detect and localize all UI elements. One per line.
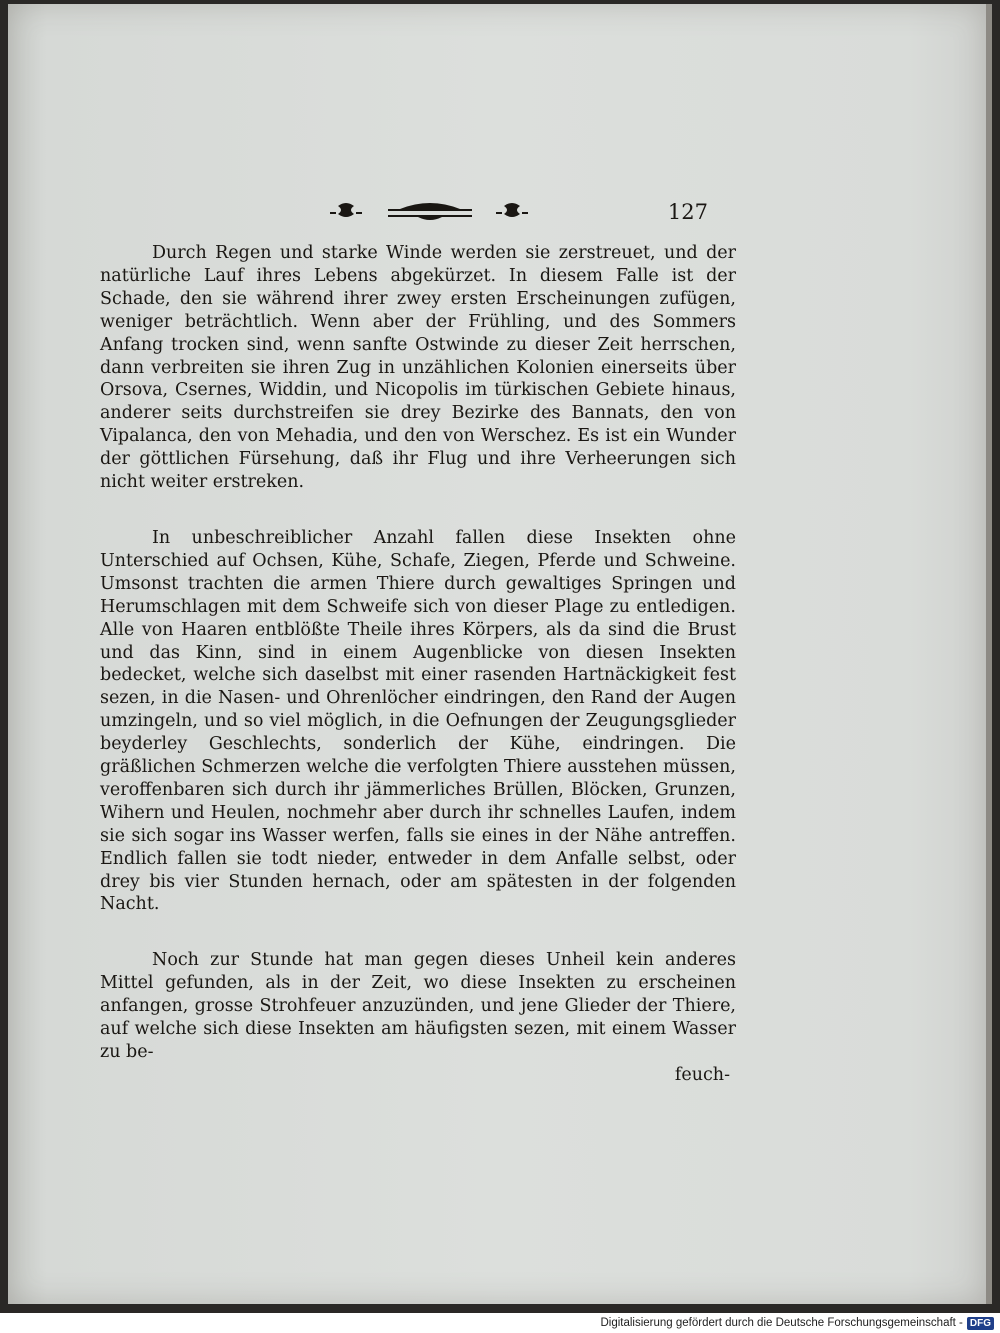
dfg-logo: DFG (967, 1317, 994, 1330)
footer-credit: Digitalisierung gefördert durch die Deutsche Forschungsgemeinschaft - (600, 1317, 963, 1329)
book-page (8, 4, 992, 1304)
catchword: feuch- (674, 1064, 730, 1085)
header-ornament (328, 200, 592, 226)
page-header (100, 200, 736, 226)
digitization-footer (0, 1313, 1000, 1333)
paragraph-3: Noch zur Stunde hat man gegen dieses Unheil kein anderes Mittel gefunden, als in der Zeit, wo diese Insekten zu erscheinen anfangen, grosse Strohfeuer anzuzünden, und jene Glieder der Thiere, auf welche sich diese Insekten am häufigsten sezen, mit einem Wasser zu be- (100, 950, 736, 1062)
page-number: 127 (667, 200, 708, 224)
paragraph-1: Durch Regen und starke Winde werden sie zerstreuet, und der natürliche Lauf ihres Lebens abgekürzet. In diesem Falle ist der Schade, den sie während ihrer zwey ersten Erscheinungen zufügen, weniger beträchtlich. Wenn aber der Frühling, und des Sommers Anfang trocken sind, wenn sanfte Ostwinde zu dieser Zeit herrschen, dann verbreiten sie ihren Zug in unzählichen Kolonien einerseits über Orsova, Csernes, Widdin, und Nicopolis im türkischen Gebiete hinaus, anderer seits durchstreifen sie drey Bezirke des Bannats, den von Vipalanca, den von Mehadia, und den von Werschez. Es ist ein Wunder der göttlichen Fürsehung, daß ihr Flug und ihre Verheerungen sich nicht weiter erstreken. (100, 243, 736, 493)
body-text (100, 242, 736, 1087)
paragraph-2: In unbeschreiblicher Anzahl fallen diese Insekten ohne Unterschied auf Ochsen, Kühe, Schafe, Ziegen, Pferde und Schweine. Umsonst trachten die armen Thiere durch gewaltiges Springen und Herumschlagen mit dem Schweife sich von dieser Plage zu entledigen. Alle von Haaren entblößte Theile ihres Körpers, als da sind die Brust und das Kinn, sind in einem Augenblicke von diesen Insekten bedecket, welche sich daselbst mit einer rasenden Hartnäckigkeit fest sezen, in die Nasen- und Ohrenlöcher eindringen, den Rand der Augen umzingeln, und so viel möglich, in die Oefnungen der Zeugungsglieder beyderley Geschlechts, sonderlich der Kühe, eindringen. Die gräßlichen Schmerzen welche die verfolgten Thiere ausstehen müssen, veroffenbaren sich durch ihr jämmerliches Brüllen, Blöcken, Grunzen, Wihern und Heulen, nochmehr aber durch ihr schnelles Laufen, indem sie sich sogar ins Wasser werfen, falls sie eines in der Nähe antreffen. Endlich fallen sie todt nieder, entweder in dem Anfalle selbst, oder drey bis vier Stunden hernach, oder am spätesten in der folgenden Nacht. (100, 527, 736, 915)
